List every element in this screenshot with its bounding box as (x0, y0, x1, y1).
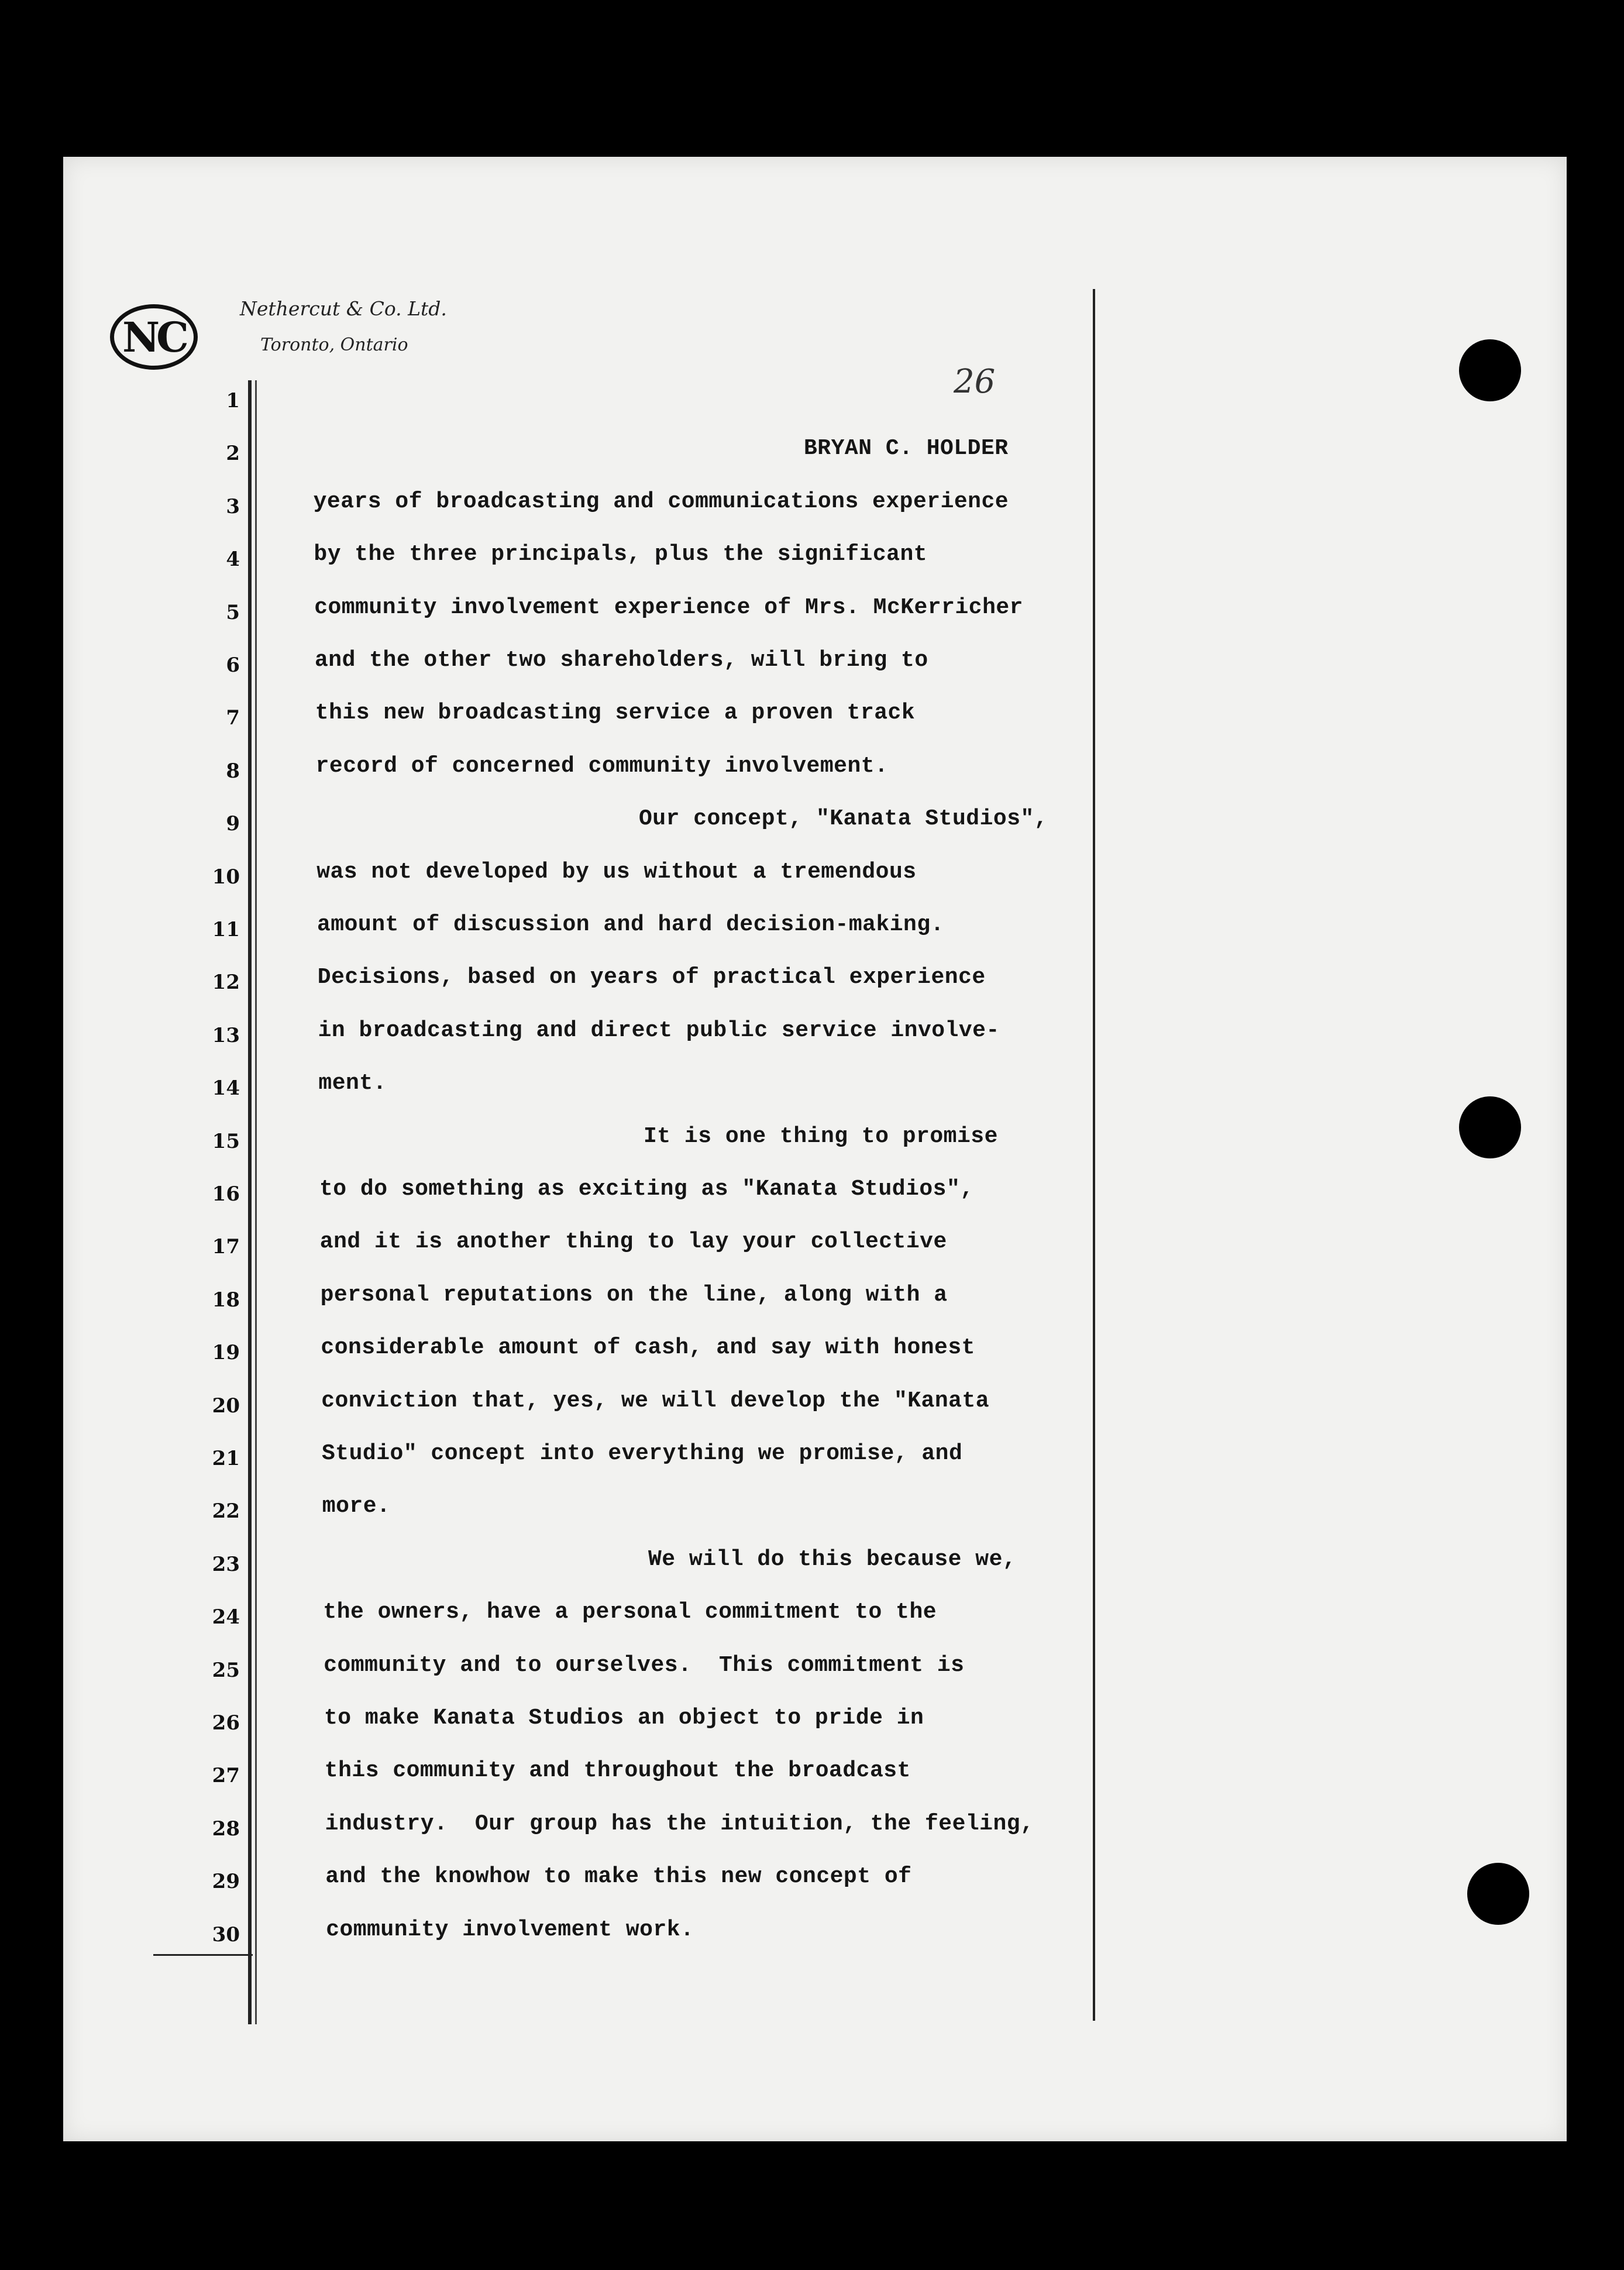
line-number: 30 (212, 1922, 240, 1946)
line-text: industry. Our group has the intuition, the feeling, (325, 1811, 1034, 1836)
line-text: community involvement work. (326, 1917, 694, 1942)
line-number: 20 (212, 1394, 240, 1418)
line-text: this new broadcasting service a proven track (315, 700, 916, 726)
binder-hole-top (1459, 339, 1521, 401)
line-number: 6 (226, 654, 240, 677)
line-number: 4 (226, 548, 240, 572)
line-number: 29 (212, 1870, 240, 1894)
line-number: 21 (212, 1447, 240, 1470)
line-number: 12 (212, 971, 240, 995)
line-number: 8 (226, 759, 240, 783)
line-number: 1 (226, 389, 240, 412)
binder-hole-middle (1459, 1096, 1521, 1158)
right-margin-rule (1093, 289, 1095, 2021)
line-text: more. (322, 1494, 391, 1519)
line-number: 16 (212, 1182, 240, 1206)
left-margin-rule-inner (255, 380, 257, 2024)
line-text: in broadcasting and direct public service involve- (318, 1017, 1000, 1043)
line-number: 17 (212, 1235, 240, 1259)
line-text: and the other two shareholders, will bring to (315, 648, 928, 673)
line-text: was not developed by us without a tremendous (316, 859, 917, 885)
line-number: 7 (226, 706, 240, 730)
line-number: 10 (212, 865, 240, 889)
stationer-city: Toronto, Ontario (260, 335, 408, 355)
line-text: and it is another thing to lay your collective (319, 1229, 947, 1255)
line-text: to make Kanata Studios an object to pride in (324, 1705, 924, 1731)
line-text: amount of discussion and hard decision-making. (317, 912, 944, 937)
line-text: Studio" concept into everything we promise, and (322, 1441, 963, 1466)
line-30-tick-mark (153, 1954, 253, 1956)
line-text: to do something as exciting as "Kanata Studios", (319, 1177, 974, 1202)
line-number: 13 (212, 1023, 240, 1047)
line-text: community and to ourselves. This commitment is (324, 1652, 965, 1678)
line-number: 28 (212, 1817, 240, 1841)
line-number: 3 (226, 494, 240, 518)
line-text: this community and throughout the broadcast (324, 1758, 911, 1784)
line-text: community involvement experience of Mrs. McKerricher (314, 594, 1023, 620)
line-number: 26 (212, 1711, 240, 1735)
line-number: 18 (212, 1288, 240, 1312)
line-text: and the knowhow to make this new concept of (325, 1864, 912, 1890)
line-number: 23 (212, 1552, 240, 1576)
line-number: 5 (226, 600, 240, 624)
line-number: 19 (212, 1341, 240, 1365)
line-text: conviction that, yes, we will develop the "Kanata (321, 1388, 990, 1413)
line-number: 11 (212, 918, 240, 941)
stationer-name: Nethercut & Co. Ltd. (240, 297, 447, 320)
line-number: 2 (226, 442, 240, 466)
left-margin-rule (248, 380, 252, 2024)
line-number: 22 (212, 1499, 240, 1523)
line-text: It is one thing to promise (644, 1123, 998, 1149)
line-text: We will do this because we, (648, 1546, 1017, 1572)
line-text: ment. (318, 1071, 387, 1096)
line-text: personal reputations on the line, along with a (320, 1282, 948, 1308)
line-text: record of concerned community involvement. (315, 753, 889, 779)
line-text: by the three principals, plus the significant (314, 542, 928, 568)
line-number: 9 (226, 812, 240, 836)
line-number: 15 (212, 1129, 240, 1153)
line-text: years of broadcasting and communications experience (313, 489, 1009, 514)
line-number: 25 (212, 1658, 240, 1682)
line-text: Our concept, "Kanata Studios", (639, 806, 1048, 832)
line-number: 27 (212, 1764, 240, 1788)
witness-name-heading: BRYAN C. HOLDER (804, 436, 1009, 462)
binder-hole-bottom (1467, 1863, 1529, 1925)
line-text: the owners, have a personal commitment to the (323, 1600, 937, 1625)
line-text: considerable amount of cash, and say with honest (321, 1335, 975, 1361)
line-text: Decisions, based on years of practical experience (317, 965, 986, 990)
page-number: 26 (954, 363, 996, 401)
line-number: 24 (212, 1605, 240, 1629)
line-number: 14 (212, 1076, 240, 1100)
stationer-logo (110, 304, 198, 370)
logo-text: NC (122, 312, 185, 362)
